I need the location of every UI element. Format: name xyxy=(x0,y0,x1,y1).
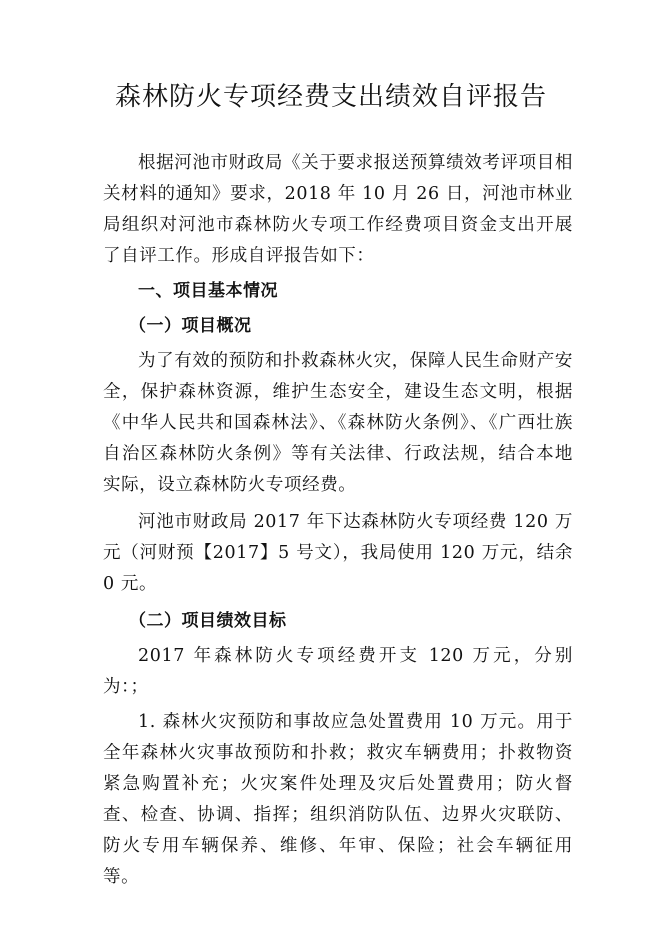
document-body xyxy=(103,148,573,893)
overview-paragraph-1: 为了有效的预防和扑救森林火灾，保障人民生命财产安全，保护森林资源，维护生态安全，建设生态文明，根据《中华人民共和国森林法》、《森林防火条例》、《广西壮族自治区森林防火条例》等有关法律、行政法规，结合本地实际，设立森林防火专项经费。 xyxy=(103,351,573,495)
overview-paragraph-2: 河池市财政局 2017 年下达森林防火专项经费 120 万元（河财预【2017】5 号文），我局使用 120 万元，结余 0 元。 xyxy=(103,512,573,594)
document-title: 森林防火专项经费支出绩效自评报告 xyxy=(114,82,547,112)
subsection-heading-targets: （二）项目绩效目标 xyxy=(129,611,287,631)
subsection-heading-overview: （一）项目概况 xyxy=(129,316,252,336)
targets-paragraph-1: 2017 年森林防火专项经费开支 120 万元，分别为：； xyxy=(103,646,573,697)
section-heading-basic-info: 一、项目基本情况 xyxy=(138,281,278,301)
targets-paragraph-2: 1. 森林火灾预防和事故应急处置费用 10 万元。用于全年森林火灾事故预防和扑救；救灾车辆费用；扑救物资紧急购置补充；火灾案件处理及灾后处置费用；防火督查、检查、协调、指挥；组织消防队伍、边界火灾联防、防火专用车辆保养、维修、年审、保险；社会车辆征用等。 xyxy=(103,712,573,887)
intro-paragraph: 根据河池市财政局《关于要求报送预算绩效考评项目相关材料的通知》要求，2018 年 10 月 26 日，河池市林业局组织对河池市森林防火专项工作经费项目资金支出开展了自评工作。形成自评报告如下： xyxy=(103,153,573,266)
